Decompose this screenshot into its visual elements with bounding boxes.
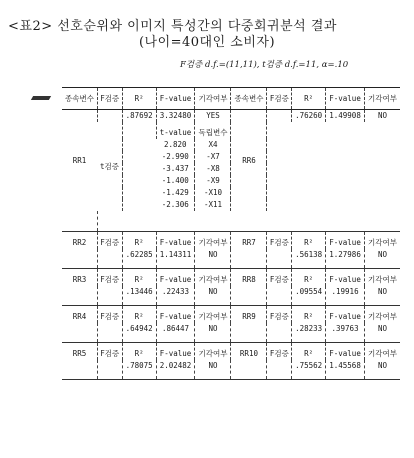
f-value: 1.27986 [326,249,365,269]
indep-var: -X7 [195,151,231,163]
r2-value: .56138 [292,249,326,269]
reject-flag: NO [195,323,231,343]
f-value: .86447 [156,323,195,343]
fvalue-label: F-value [156,342,195,360]
reject-flag: NO [365,249,400,269]
dep-var: RR9 [231,305,267,323]
fvalue-label: F-value [156,231,195,249]
header-r2: R² [292,88,326,110]
ftest-label: F검증 [97,268,122,286]
dep-var: RR7 [231,231,267,249]
table-block-5 [62,342,400,379]
t-value: -1.400 [161,176,189,185]
reject-flag: NO [365,323,400,343]
header-ftest: F검증 [97,88,122,110]
dep-var: RR2 [72,237,87,247]
table-block-3 [62,268,400,305]
indep-var: -X11 [195,199,231,211]
f-value: 1.45568 [326,360,365,380]
header-ftest: F검증 [267,88,292,110]
dep-var: RR4 [72,311,87,321]
r2-value: .76260 [292,110,326,123]
reject-label: 기각여부 [195,268,231,286]
t-value: -2.990 [161,152,189,161]
ftest-label: F검증 [97,305,122,323]
t-value: -3.437 [161,164,189,173]
fvalue-label: F-value [156,268,195,286]
table-row [62,305,400,323]
r2-label: R² [292,342,326,360]
dep-var: RR6 [231,110,267,212]
table-block-2 [62,231,400,268]
ftest-label: F검증 [97,231,122,249]
r2-value: .87692 [122,110,156,123]
reject-flag: NO [365,110,400,123]
header-row [62,88,400,110]
dep-var: RR8 [231,268,267,286]
r2-value: .78075 [122,360,156,380]
r2-value: .75562 [292,360,326,380]
fvalue-label: F-value [326,231,365,249]
reject-label: 기각여부 [195,305,231,323]
f-value: .39763 [326,323,365,343]
reject-label: 기각여부 [365,231,400,249]
ftest-label: F검증 [267,268,292,286]
f-value: .22433 [156,286,195,306]
reject-flag: NO [195,360,231,380]
f-value: 1.14311 [156,249,195,269]
ftest-label: F검증 [267,231,292,249]
reject-label: 기각여부 [195,231,231,249]
fvalue-label: F-value [326,305,365,323]
dep-var: RR10 [231,342,267,360]
header-reject: 기각여부 [195,88,231,110]
table-row [62,249,400,269]
header-dep: 종속변수 [231,88,267,110]
f-value: 3.32480 [156,110,195,123]
t-value: -1.429 [161,188,189,197]
table-row [62,286,400,306]
f-value: 1.49908 [326,110,365,123]
t-value: -2.306 [161,200,189,209]
r2-value: .09554 [292,286,326,306]
test-note: F검증 d.f.=(11,11), t검증 d.f.=11, α=.10 [180,60,349,70]
dep-var: RR1 [72,155,87,165]
table-title: <표2> 선호순위와 이미지 특성간의 다중회귀분석 결과 [8,19,337,34]
indep-var: -X10 [195,187,231,199]
r2-value: .62285 [122,249,156,269]
ftest-label: F검증 [267,305,292,323]
header-dep: 종속변수 [62,88,97,110]
reject-flag: YES [195,110,231,123]
indep-var: X4 [195,139,231,151]
ftest-label: F검증 [97,342,122,360]
indep-var-header: 독립변수 [195,122,231,139]
r2-value: .28233 [292,323,326,343]
dep-var: RR5 [72,348,87,358]
reject-label: 기각여부 [195,342,231,360]
reject-flag: NO [365,360,400,380]
r2-label: R² [122,268,156,286]
reject-flag: NO [365,286,400,306]
indep-var: -X8 [195,163,231,175]
header-fvalue: F-value [326,88,365,110]
r2-label: R² [122,342,156,360]
table-block-1 [62,110,400,232]
reject-flag: NO [195,286,231,306]
r2-value: .13446 [122,286,156,306]
dep-var: RR3 [72,274,87,284]
header-reject: 기각여부 [365,88,400,110]
f-value: 2.02482 [156,360,195,380]
fvalue-label: F-value [326,268,365,286]
f-value: .19916 [326,286,365,306]
r2-label: R² [122,231,156,249]
r2-label: R² [292,231,326,249]
reject-flag: NO [195,249,231,269]
header-r2: R² [122,88,156,110]
t-value: 2.820 [163,140,187,149]
r2-label: R² [292,268,326,286]
r2-label: R² [122,305,156,323]
table-block-4 [62,305,400,342]
regression-table [62,87,400,380]
ftest-label: F검증 [267,342,292,360]
reject-label: 기각여부 [365,268,400,286]
table-subtitle: (나이=40대인 소비자) [138,35,276,50]
t-value-header: t-value [156,122,195,139]
table-row [62,360,400,380]
reject-label: 기각여부 [365,342,400,360]
table-row [62,231,400,249]
table-row [62,323,400,343]
table-row [62,268,400,286]
r2-label: R² [292,305,326,323]
fvalue-label: F-value [326,342,365,360]
r2-value: .64942 [122,323,156,343]
reject-label: 기각여부 [365,305,400,323]
table-row [62,342,400,360]
header-fvalue: F-value [156,88,195,110]
fvalue-label: F-value [156,305,195,323]
margin-arrow-mark [31,96,51,100]
ttest-label: t검증 [100,161,120,171]
table-row [62,110,400,123]
indep-var: -X9 [195,175,231,187]
